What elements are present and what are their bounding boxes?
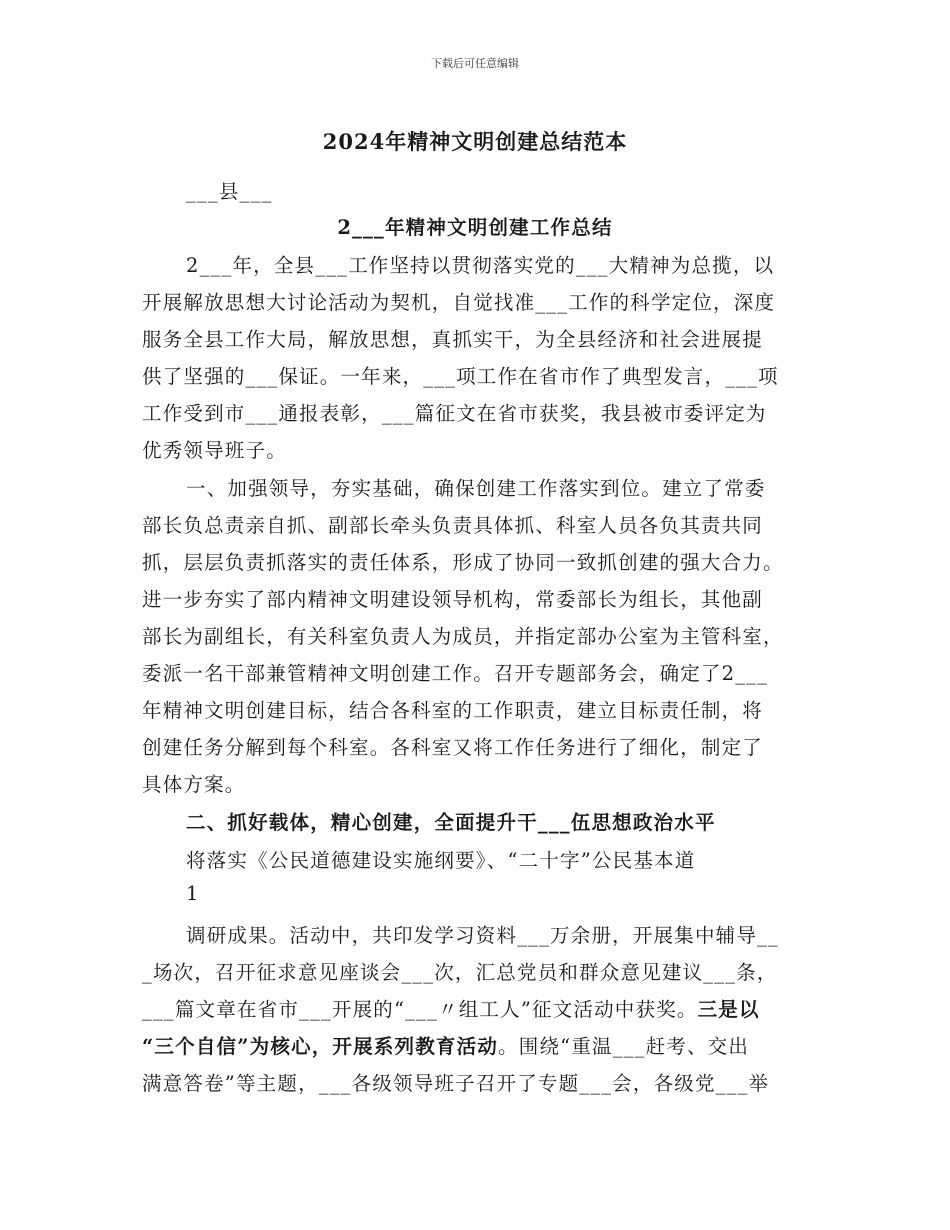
text-line: 调研成果。活动中，共印发学习资料___万余册，开展集中辅导__ bbox=[186, 924, 779, 947]
text-line: 满意答卷”等主题，___各级领导班子召开了专题___会，各级党___举 bbox=[142, 1072, 770, 1095]
section-heading: 2___年精神文明创建工作总结 bbox=[337, 216, 613, 239]
text-line: 部长为副组长，有关科室负责人为成员，并指定部办公室为主管科室， bbox=[142, 625, 784, 648]
text-line: ___县___ bbox=[186, 180, 273, 203]
text-line: 具体方案。 bbox=[142, 773, 246, 796]
text-line: 一、加强领导，夯实基础，确保创建工作落实到位。建立了常委 bbox=[186, 477, 766, 500]
text-line bbox=[142, 994, 760, 1022]
text-line: 优秀领导班子。 bbox=[142, 439, 287, 462]
text-line: 年精神文明创建目标，结合各科室的工作职责，建立目标责任制，将 bbox=[142, 699, 764, 722]
text-line: 抓，层层负责抓落实的责任体系，形成了协同一致抓创建的强大合力。 bbox=[142, 551, 784, 574]
text-line: 2___年，全县___工作坚持以贯彻落实党的___大精神为总揽，以 bbox=[186, 254, 775, 277]
text-line: 委派一名干部兼管精神文明创建工作。召开专题部务会，确定了2___ bbox=[142, 662, 769, 685]
text-line bbox=[142, 1031, 749, 1059]
text-line: 创建任务分解到每个科室。各科室又将工作任务进行了细化，制定了 bbox=[142, 736, 764, 759]
text-line: 供了坚强的___保证。一年来，___项工作在省市作了典型发言，___项 bbox=[142, 365, 779, 388]
text-line: 进一步夯实了部内精神文明建设领导机构，常委部长为组长，其他副 bbox=[142, 588, 764, 611]
bold-segment: “三个自信”为核心，开展系列教育活动 bbox=[142, 1035, 499, 1058]
text-line: 将落实《公民道德建设实施纲要》、“二十字”公民基本道 bbox=[186, 849, 696, 872]
text-line: 服务全县工作大局，解放思想，真抓实干，为全县经济和社会进展提 bbox=[142, 328, 764, 351]
text-segment: 。围绕“重温___赶考、交出 bbox=[498, 1035, 750, 1058]
text-line: 部长负总责亲自抓、副部长牵头负责具体抓、科室人员各负其责共同 bbox=[142, 514, 764, 537]
text-segment: ___篇文章在省市___开展的“___〃组工人”征文活动中获奖。 bbox=[142, 998, 698, 1021]
text-line: 开展解放思想大讨论活动为契机，自觉找准___工作的科学定位，深度 bbox=[142, 291, 776, 314]
text-line: 工作受到市___通报表彰，___篇征文在省市获奖，我县被市委评定为 bbox=[142, 402, 767, 425]
section-heading-2: 二、抓好载体，精心创建，全面提升干___伍思想政治水平 bbox=[186, 811, 716, 834]
bold-segment: 三是以 bbox=[697, 998, 760, 1021]
header-note: 下载后可任意编辑 bbox=[431, 57, 519, 70]
page-number: 1 bbox=[186, 882, 200, 905]
text-line: _场次，召开征求意见座谈会___次，汇总党员和群众意见建议___条， bbox=[142, 961, 778, 984]
document-title: 2024年精神文明创建总结范本 bbox=[322, 129, 628, 154]
